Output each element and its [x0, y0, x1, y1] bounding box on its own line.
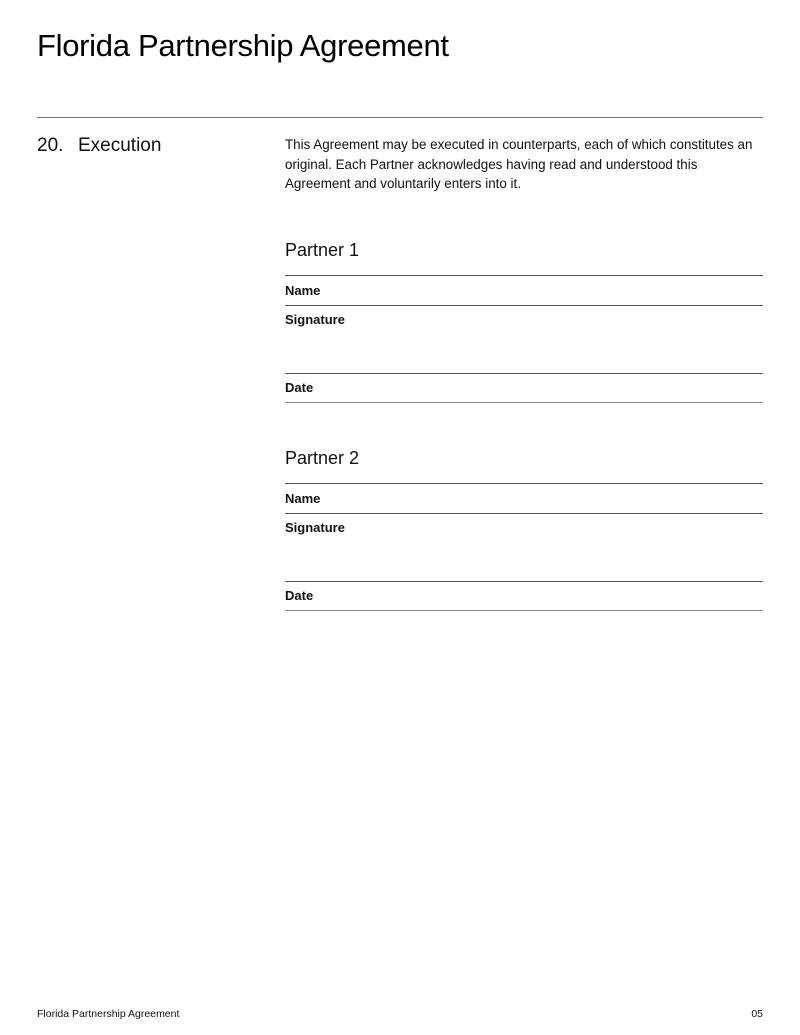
- partner-1-signature-field[interactable]: [285, 305, 763, 373]
- section-body-text: This Agreement may be executed in counterparts, each of which constitutes an original. Each Partner acknowledges having read and understood this Agreement and voluntarily enters into it.: [285, 137, 753, 191]
- document-title: Florida Partnership Agreement: [37, 28, 449, 63]
- date-label: Date: [285, 588, 314, 603]
- partner-1-date-field[interactable]: [285, 373, 763, 403]
- name-label: Name: [285, 283, 321, 298]
- partner-2-name-field[interactable]: [285, 483, 763, 513]
- partner-1-name-field[interactable]: [285, 275, 763, 305]
- partner-2-heading: Partner 2: [285, 448, 360, 468]
- partner-1-heading: Partner 1: [285, 240, 360, 260]
- name-label: Name: [285, 491, 321, 506]
- signature-label: Signature: [285, 520, 345, 535]
- partner-2-signature-block: [285, 447, 763, 611]
- header-divider: [37, 117, 763, 118]
- partner-1-signature-block: [285, 239, 763, 403]
- footer-document-title: Florida Partnership Agreement: [37, 1008, 180, 1020]
- section-number: 20.: [37, 135, 64, 156]
- footer-page-number: 05: [751, 1008, 763, 1020]
- date-label: Date: [285, 380, 314, 395]
- partner-2-signature-field[interactable]: [285, 513, 763, 581]
- section-title: Execution: [78, 135, 162, 156]
- partner-2-date-field[interactable]: [285, 581, 763, 611]
- signature-label: Signature: [285, 312, 345, 327]
